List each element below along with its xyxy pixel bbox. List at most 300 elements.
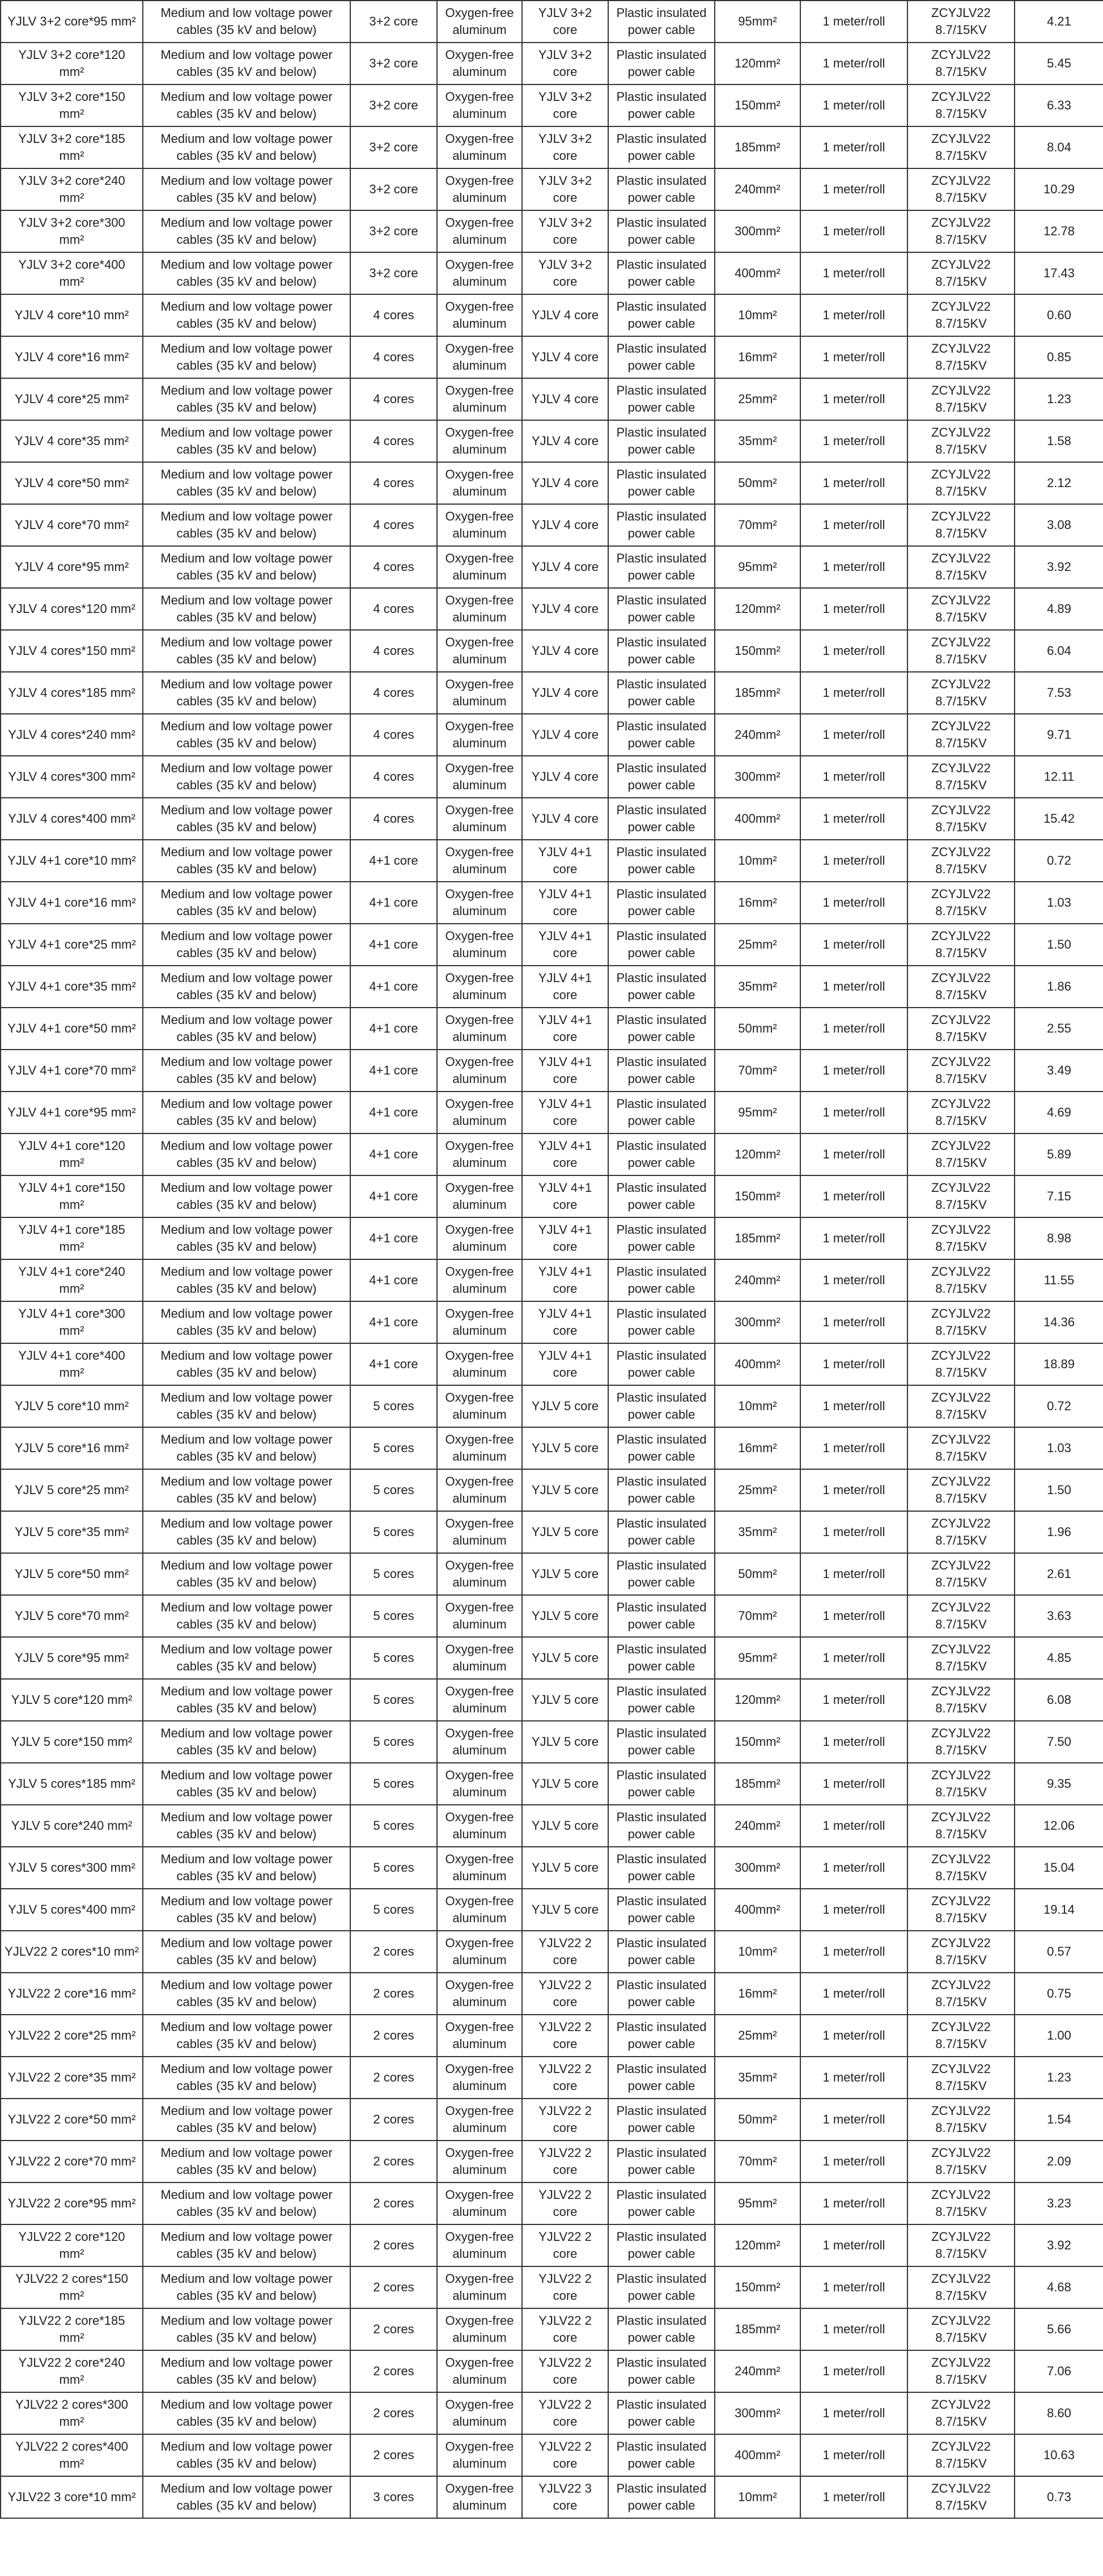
price-cell: 18.89 xyxy=(1015,1343,1103,1385)
cross-section-cell: 50mm² xyxy=(715,2099,800,2141)
table-row xyxy=(1,84,1103,126)
core-count-cell: 4+1 core xyxy=(350,1133,437,1175)
series-cell: YJLV 4+1 core xyxy=(522,966,608,1008)
standard-code-cell: ZCYJLV22 8.7/15KV xyxy=(907,43,1015,84)
standard-code-cell: ZCYJLV22 8.7/15KV xyxy=(907,84,1015,126)
core-count-cell: 4 cores xyxy=(350,462,437,504)
product-type-cell: Plastic insulated power cable xyxy=(608,210,715,252)
price-cell: 4.89 xyxy=(1015,588,1103,630)
series-cell: YJLV 4+1 core xyxy=(522,1092,608,1133)
table-row xyxy=(1,1008,1103,1050)
price-cell: 1.86 xyxy=(1015,966,1103,1008)
standard-code-cell: ZCYJLV22 8.7/15KV xyxy=(907,588,1015,630)
model-cell: YJLV 5 core*25 mm² xyxy=(1,1469,143,1511)
series-cell: YJLV22 2 core xyxy=(522,2224,608,2266)
product-type-cell: Plastic insulated power cable xyxy=(608,714,715,756)
packaging-cell: 1 meter/roll xyxy=(800,714,907,756)
series-cell: YJLV 5 core xyxy=(522,1385,608,1427)
series-cell: YJLV 5 core xyxy=(522,1595,608,1637)
conductor-material-cell: Oxygen-free aluminum xyxy=(437,966,522,1008)
category-cell: Medium and low voltage power cables (35 kV and below) xyxy=(143,2308,350,2350)
conductor-material-cell: Oxygen-free aluminum xyxy=(437,840,522,882)
series-cell: YJLV 4 core xyxy=(522,420,608,462)
price-cell: 3.63 xyxy=(1015,1595,1103,1637)
model-cell: YJLV 3+2 core*400 mm² xyxy=(1,252,143,294)
packaging-cell: 1 meter/roll xyxy=(800,630,907,672)
packaging-cell: 1 meter/roll xyxy=(800,2224,907,2266)
conductor-material-cell: Oxygen-free aluminum xyxy=(437,1259,522,1301)
product-type-cell: Plastic insulated power cable xyxy=(608,882,715,924)
standard-code-cell: ZCYJLV22 8.7/15KV xyxy=(907,1637,1015,1679)
price-cell: 0.72 xyxy=(1015,840,1103,882)
product-type-cell: Plastic insulated power cable xyxy=(608,1259,715,1301)
table-row xyxy=(1,1847,1103,1889)
table-row xyxy=(1,1301,1103,1343)
cross-section-cell: 150mm² xyxy=(715,630,800,672)
table-row xyxy=(1,126,1103,168)
category-cell: Medium and low voltage power cables (35 kV and below) xyxy=(143,168,350,210)
series-cell: YJLV 3+2 core xyxy=(522,210,608,252)
series-cell: YJLV22 3 core xyxy=(522,2476,608,2518)
product-type-cell: Plastic insulated power cable xyxy=(608,630,715,672)
cross-section-cell: 300mm² xyxy=(715,1301,800,1343)
packaging-cell: 1 meter/roll xyxy=(800,1511,907,1553)
category-cell: Medium and low voltage power cables (35 kV and below) xyxy=(143,2015,350,2057)
model-cell: YJLV 5 core*120 mm² xyxy=(1,1679,143,1721)
price-cell: 3.92 xyxy=(1015,2224,1103,2266)
packaging-cell: 1 meter/roll xyxy=(800,2476,907,2518)
product-type-cell: Plastic insulated power cable xyxy=(608,1,715,43)
packaging-cell: 1 meter/roll xyxy=(800,1889,907,1931)
standard-code-cell: ZCYJLV22 8.7/15KV xyxy=(907,462,1015,504)
packaging-cell: 1 meter/roll xyxy=(800,924,907,966)
model-cell: YJLV 5 cores*400 mm² xyxy=(1,1889,143,1931)
series-cell: YJLV 5 core xyxy=(522,1469,608,1511)
table-row xyxy=(1,168,1103,210)
standard-code-cell: ZCYJLV22 8.7/15KV xyxy=(907,1175,1015,1217)
model-cell: YJLV 4+1 core*35 mm² xyxy=(1,966,143,1008)
product-type-cell: Plastic insulated power cable xyxy=(608,1133,715,1175)
table-row xyxy=(1,420,1103,462)
standard-code-cell: ZCYJLV22 8.7/15KV xyxy=(907,1595,1015,1637)
price-cell: 12.11 xyxy=(1015,756,1103,798)
standard-code-cell: ZCYJLV22 8.7/15KV xyxy=(907,2308,1015,2350)
core-count-cell: 2 cores xyxy=(350,2434,437,2476)
product-type-cell: Plastic insulated power cable xyxy=(608,2266,715,2308)
model-cell: YJLV 4+1 core*240 mm² xyxy=(1,1259,143,1301)
cross-section-cell: 300mm² xyxy=(715,2392,800,2434)
series-cell: YJLV 3+2 core xyxy=(522,43,608,84)
series-cell: YJLV 5 core xyxy=(522,1805,608,1847)
model-cell: YJLV 3+2 core*120 mm² xyxy=(1,43,143,84)
cross-section-cell: 120mm² xyxy=(715,2224,800,2266)
cross-section-cell: 185mm² xyxy=(715,1763,800,1805)
price-cell: 6.08 xyxy=(1015,1679,1103,1721)
table-row xyxy=(1,1385,1103,1427)
category-cell: Medium and low voltage power cables (35 kV and below) xyxy=(143,798,350,840)
packaging-cell: 1 meter/roll xyxy=(800,462,907,504)
core-count-cell: 3 cores xyxy=(350,2476,437,2518)
packaging-cell: 1 meter/roll xyxy=(800,1133,907,1175)
conductor-material-cell: Oxygen-free aluminum xyxy=(437,2434,522,2476)
cross-section-cell: 400mm² xyxy=(715,1343,800,1385)
standard-code-cell: ZCYJLV22 8.7/15KV xyxy=(907,546,1015,588)
conductor-material-cell: Oxygen-free aluminum xyxy=(437,2266,522,2308)
product-type-cell: Plastic insulated power cable xyxy=(608,168,715,210)
category-cell: Medium and low voltage power cables (35 kV and below) xyxy=(143,2476,350,2518)
price-cell: 1.03 xyxy=(1015,882,1103,924)
category-cell: Medium and low voltage power cables (35 kV and below) xyxy=(143,1553,350,1595)
cross-section-cell: 400mm² xyxy=(715,252,800,294)
cross-section-cell: 95mm² xyxy=(715,1,800,43)
conductor-material-cell: Oxygen-free aluminum xyxy=(437,1973,522,2015)
category-cell: Medium and low voltage power cables (35 kV and below) xyxy=(143,1175,350,1217)
model-cell: YJLV 4+1 core*16 mm² xyxy=(1,882,143,924)
cross-section-cell: 10mm² xyxy=(715,1385,800,1427)
packaging-cell: 1 meter/roll xyxy=(800,2099,907,2141)
core-count-cell: 5 cores xyxy=(350,1595,437,1637)
standard-code-cell: ZCYJLV22 8.7/15KV xyxy=(907,2099,1015,2141)
cross-section-cell: 240mm² xyxy=(715,1259,800,1301)
conductor-material-cell: Oxygen-free aluminum xyxy=(437,504,522,546)
model-cell: YJLV 4 cores*240 mm² xyxy=(1,714,143,756)
product-type-cell: Plastic insulated power cable xyxy=(608,462,715,504)
packaging-cell: 1 meter/roll xyxy=(800,2266,907,2308)
cross-section-cell: 70mm² xyxy=(715,504,800,546)
core-count-cell: 5 cores xyxy=(350,1847,437,1889)
model-cell: YJLV 3+2 core*240 mm² xyxy=(1,168,143,210)
cross-section-cell: 240mm² xyxy=(715,1805,800,1847)
conductor-material-cell: Oxygen-free aluminum xyxy=(437,2057,522,2099)
price-cell: 0.73 xyxy=(1015,2476,1103,2518)
model-cell: YJLV 5 core*16 mm² xyxy=(1,1427,143,1469)
category-cell: Medium and low voltage power cables (35 kV and below) xyxy=(143,630,350,672)
standard-code-cell: ZCYJLV22 8.7/15KV xyxy=(907,756,1015,798)
core-count-cell: 4+1 core xyxy=(350,840,437,882)
cross-section-cell: 35mm² xyxy=(715,420,800,462)
category-cell: Medium and low voltage power cables (35 kV and below) xyxy=(143,1763,350,1805)
table-row xyxy=(1,798,1103,840)
table-row xyxy=(1,2182,1103,2224)
price-cell: 9.35 xyxy=(1015,1763,1103,1805)
product-type-cell: Plastic insulated power cable xyxy=(608,1805,715,1847)
series-cell: YJLV 3+2 core xyxy=(522,168,608,210)
cross-section-cell: 25mm² xyxy=(715,378,800,420)
table-row xyxy=(1,210,1103,252)
category-cell: Medium and low voltage power cables (35 kV and below) xyxy=(143,1133,350,1175)
category-cell: Medium and low voltage power cables (35 kV and below) xyxy=(143,420,350,462)
table-row xyxy=(1,714,1103,756)
cross-section-cell: 70mm² xyxy=(715,2141,800,2182)
core-count-cell: 4+1 core xyxy=(350,1259,437,1301)
conductor-material-cell: Oxygen-free aluminum xyxy=(437,1805,522,1847)
cross-section-cell: 25mm² xyxy=(715,1469,800,1511)
model-cell: YJLV 3+2 core*95 mm² xyxy=(1,1,143,43)
model-cell: YJLV 4+1 core*10 mm² xyxy=(1,840,143,882)
category-cell: Medium and low voltage power cables (35 kV and below) xyxy=(143,840,350,882)
standard-code-cell: ZCYJLV22 8.7/15KV xyxy=(907,1385,1015,1427)
packaging-cell: 1 meter/roll xyxy=(800,1217,907,1259)
core-count-cell: 5 cores xyxy=(350,1637,437,1679)
category-cell: Medium and low voltage power cables (35 kV and below) xyxy=(143,2182,350,2224)
product-type-cell: Plastic insulated power cable xyxy=(608,1679,715,1721)
packaging-cell: 1 meter/roll xyxy=(800,1805,907,1847)
product-type-cell: Plastic insulated power cable xyxy=(608,2141,715,2182)
model-cell: YJLV 4 cores*185 mm² xyxy=(1,672,143,714)
table-row xyxy=(1,1133,1103,1175)
table-row xyxy=(1,1679,1103,1721)
conductor-material-cell: Oxygen-free aluminum xyxy=(437,2350,522,2392)
cross-section-cell: 120mm² xyxy=(715,1679,800,1721)
core-count-cell: 4+1 core xyxy=(350,1050,437,1092)
product-type-cell: Plastic insulated power cable xyxy=(608,840,715,882)
model-cell: YJLV22 2 cores*150 mm² xyxy=(1,2266,143,2308)
price-cell: 0.85 xyxy=(1015,336,1103,378)
core-count-cell: 3+2 core xyxy=(350,1,437,43)
product-type-cell: Plastic insulated power cable xyxy=(608,252,715,294)
table-row xyxy=(1,1763,1103,1805)
packaging-cell: 1 meter/roll xyxy=(800,1847,907,1889)
table-row xyxy=(1,1469,1103,1511)
category-cell: Medium and low voltage power cables (35 kV and below) xyxy=(143,1050,350,1092)
product-type-cell: Plastic insulated power cable xyxy=(608,1427,715,1469)
series-cell: YJLV22 2 core xyxy=(522,2392,608,2434)
standard-code-cell: ZCYJLV22 8.7/15KV xyxy=(907,210,1015,252)
series-cell: YJLV 4+1 core xyxy=(522,1175,608,1217)
standard-code-cell: ZCYJLV22 8.7/15KV xyxy=(907,714,1015,756)
price-cell: 7.06 xyxy=(1015,2350,1103,2392)
price-cell: 0.60 xyxy=(1015,294,1103,336)
conductor-material-cell: Oxygen-free aluminum xyxy=(437,252,522,294)
conductor-material-cell: Oxygen-free aluminum xyxy=(437,210,522,252)
core-count-cell: 2 cores xyxy=(350,2182,437,2224)
core-count-cell: 4 cores xyxy=(350,630,437,672)
series-cell: YJLV 4+1 core xyxy=(522,1133,608,1175)
model-cell: YJLV 4 core*16 mm² xyxy=(1,336,143,378)
table-row xyxy=(1,1092,1103,1133)
table-row xyxy=(1,840,1103,882)
category-cell: Medium and low voltage power cables (35 kV and below) xyxy=(143,1301,350,1343)
packaging-cell: 1 meter/roll xyxy=(800,1008,907,1050)
price-cell: 2.09 xyxy=(1015,2141,1103,2182)
packaging-cell: 1 meter/roll xyxy=(800,1050,907,1092)
cross-section-cell: 95mm² xyxy=(715,546,800,588)
standard-code-cell: ZCYJLV22 8.7/15KV xyxy=(907,1973,1015,2015)
category-cell: Medium and low voltage power cables (35 kV and below) xyxy=(143,672,350,714)
price-cell: 17.43 xyxy=(1015,252,1103,294)
model-cell: YJLV 4 core*50 mm² xyxy=(1,462,143,504)
cross-section-cell: 16mm² xyxy=(715,882,800,924)
product-type-cell: Plastic insulated power cable xyxy=(608,2099,715,2141)
model-cell: YJLV 3+2 core*150 mm² xyxy=(1,84,143,126)
standard-code-cell: ZCYJLV22 8.7/15KV xyxy=(907,378,1015,420)
packaging-cell: 1 meter/roll xyxy=(800,210,907,252)
cross-section-cell: 25mm² xyxy=(715,924,800,966)
model-cell: YJLV 5 core*95 mm² xyxy=(1,1637,143,1679)
packaging-cell: 1 meter/roll xyxy=(800,1931,907,1973)
price-cell: 0.75 xyxy=(1015,1973,1103,2015)
cross-section-cell: 240mm² xyxy=(715,168,800,210)
standard-code-cell: ZCYJLV22 8.7/15KV xyxy=(907,504,1015,546)
core-count-cell: 3+2 core xyxy=(350,168,437,210)
model-cell: YJLV 4+1 core*300 mm² xyxy=(1,1301,143,1343)
product-type-cell: Plastic insulated power cable xyxy=(608,2308,715,2350)
core-count-cell: 5 cores xyxy=(350,1553,437,1595)
packaging-cell: 1 meter/roll xyxy=(800,1343,907,1385)
conductor-material-cell: Oxygen-free aluminum xyxy=(437,1427,522,1469)
product-type-cell: Plastic insulated power cable xyxy=(608,1050,715,1092)
model-cell: YJLV 5 core*35 mm² xyxy=(1,1511,143,1553)
product-type-cell: Plastic insulated power cable xyxy=(608,2182,715,2224)
model-cell: YJLV 4 core*70 mm² xyxy=(1,504,143,546)
core-count-cell: 4+1 core xyxy=(350,1092,437,1133)
series-cell: YJLV 5 core xyxy=(522,1427,608,1469)
packaging-cell: 1 meter/roll xyxy=(800,546,907,588)
packaging-cell: 1 meter/roll xyxy=(800,2434,907,2476)
product-type-cell: Plastic insulated power cable xyxy=(608,126,715,168)
category-cell: Medium and low voltage power cables (35 kV and below) xyxy=(143,1847,350,1889)
table-row xyxy=(1,1553,1103,1595)
price-cell: 10.29 xyxy=(1015,168,1103,210)
packaging-cell: 1 meter/roll xyxy=(800,1973,907,2015)
series-cell: YJLV 4 core xyxy=(522,756,608,798)
product-type-cell: Plastic insulated power cable xyxy=(608,1008,715,1050)
conductor-material-cell: Oxygen-free aluminum xyxy=(437,1301,522,1343)
core-count-cell: 5 cores xyxy=(350,1511,437,1553)
product-type-cell: Plastic insulated power cable xyxy=(608,2350,715,2392)
model-cell: YJLV 5 core*70 mm² xyxy=(1,1595,143,1637)
conductor-material-cell: Oxygen-free aluminum xyxy=(437,1763,522,1805)
cross-section-cell: 10mm² xyxy=(715,2476,800,2518)
category-cell: Medium and low voltage power cables (35 kV and below) xyxy=(143,588,350,630)
category-cell: Medium and low voltage power cables (35 kV and below) xyxy=(143,1889,350,1931)
price-cell: 1.23 xyxy=(1015,378,1103,420)
core-count-cell: 2 cores xyxy=(350,2141,437,2182)
conductor-material-cell: Oxygen-free aluminum xyxy=(437,1637,522,1679)
core-count-cell: 2 cores xyxy=(350,2099,437,2141)
cross-section-cell: 95mm² xyxy=(715,1637,800,1679)
model-cell: YJLV 5 core*10 mm² xyxy=(1,1385,143,1427)
model-cell: YJLV 4+1 core*95 mm² xyxy=(1,1092,143,1133)
conductor-material-cell: Oxygen-free aluminum xyxy=(437,1469,522,1511)
series-cell: YJLV22 2 core xyxy=(522,2308,608,2350)
model-cell: YJLV 4 cores*120 mm² xyxy=(1,588,143,630)
packaging-cell: 1 meter/roll xyxy=(800,1679,907,1721)
product-type-cell: Plastic insulated power cable xyxy=(608,2015,715,2057)
core-count-cell: 3+2 core xyxy=(350,210,437,252)
standard-code-cell: ZCYJLV22 8.7/15KV xyxy=(907,1217,1015,1259)
product-type-cell: Plastic insulated power cable xyxy=(608,1931,715,1973)
table-row xyxy=(1,1259,1103,1301)
standard-code-cell: ZCYJLV22 8.7/15KV xyxy=(907,1259,1015,1301)
series-cell: YJLV 4 core xyxy=(522,378,608,420)
category-cell: Medium and low voltage power cables (35 kV and below) xyxy=(143,378,350,420)
standard-code-cell: ZCYJLV22 8.7/15KV xyxy=(907,1050,1015,1092)
product-type-cell: Plastic insulated power cable xyxy=(608,420,715,462)
core-count-cell: 4 cores xyxy=(350,714,437,756)
table-row xyxy=(1,1973,1103,2015)
price-cell: 0.57 xyxy=(1015,1931,1103,1973)
packaging-cell: 1 meter/roll xyxy=(800,252,907,294)
packaging-cell: 1 meter/roll xyxy=(800,2141,907,2182)
standard-code-cell: ZCYJLV22 8.7/15KV xyxy=(907,1427,1015,1469)
core-count-cell: 4 cores xyxy=(350,756,437,798)
price-cell: 6.04 xyxy=(1015,630,1103,672)
category-cell: Medium and low voltage power cables (35 kV and below) xyxy=(143,2434,350,2476)
packaging-cell: 1 meter/roll xyxy=(800,966,907,1008)
conductor-material-cell: Oxygen-free aluminum xyxy=(437,2224,522,2266)
core-count-cell: 5 cores xyxy=(350,1679,437,1721)
model-cell: YJLV 4+1 core*185 mm² xyxy=(1,1217,143,1259)
cross-section-cell: 150mm² xyxy=(715,1721,800,1763)
packaging-cell: 1 meter/roll xyxy=(800,2015,907,2057)
price-cell: 10.63 xyxy=(1015,2434,1103,2476)
packaging-cell: 1 meter/roll xyxy=(800,1175,907,1217)
core-count-cell: 4 cores xyxy=(350,588,437,630)
category-cell: Medium and low voltage power cables (35 kV and below) xyxy=(143,1637,350,1679)
core-count-cell: 5 cores xyxy=(350,1469,437,1511)
core-count-cell: 2 cores xyxy=(350,2392,437,2434)
core-count-cell: 4+1 core xyxy=(350,924,437,966)
conductor-material-cell: Oxygen-free aluminum xyxy=(437,882,522,924)
core-count-cell: 2 cores xyxy=(350,2015,437,2057)
price-cell: 1.54 xyxy=(1015,2099,1103,2141)
cross-section-cell: 240mm² xyxy=(715,2350,800,2392)
product-type-cell: Plastic insulated power cable xyxy=(608,1553,715,1595)
table-row xyxy=(1,2308,1103,2350)
category-cell: Medium and low voltage power cables (35 kV and below) xyxy=(143,1092,350,1133)
standard-code-cell: ZCYJLV22 8.7/15KV xyxy=(907,1805,1015,1847)
packaging-cell: 1 meter/roll xyxy=(800,1595,907,1637)
model-cell: YJLV 5 core*150 mm² xyxy=(1,1721,143,1763)
category-cell: Medium and low voltage power cables (35 kV and below) xyxy=(143,714,350,756)
series-cell: YJLV22 2 core xyxy=(522,2057,608,2099)
packaging-cell: 1 meter/roll xyxy=(800,840,907,882)
standard-code-cell: ZCYJLV22 8.7/15KV xyxy=(907,2015,1015,2057)
category-cell: Medium and low voltage power cables (35 kV and below) xyxy=(143,84,350,126)
series-cell: YJLV22 2 core xyxy=(522,2350,608,2392)
conductor-material-cell: Oxygen-free aluminum xyxy=(437,714,522,756)
packaging-cell: 1 meter/roll xyxy=(800,672,907,714)
series-cell: YJLV22 2 core xyxy=(522,2266,608,2308)
category-cell: Medium and low voltage power cables (35 kV and below) xyxy=(143,1931,350,1973)
table-row xyxy=(1,462,1103,504)
cross-section-cell: 16mm² xyxy=(715,336,800,378)
product-type-cell: Plastic insulated power cable xyxy=(608,504,715,546)
standard-code-cell: ZCYJLV22 8.7/15KV xyxy=(907,1133,1015,1175)
packaging-cell: 1 meter/roll xyxy=(800,2182,907,2224)
table-row xyxy=(1,2015,1103,2057)
standard-code-cell: ZCYJLV22 8.7/15KV xyxy=(907,2476,1015,2518)
conductor-material-cell: Oxygen-free aluminum xyxy=(437,420,522,462)
series-cell: YJLV 4+1 core xyxy=(522,1259,608,1301)
standard-code-cell: ZCYJLV22 8.7/15KV xyxy=(907,882,1015,924)
table-row xyxy=(1,966,1103,1008)
packaging-cell: 1 meter/roll xyxy=(800,588,907,630)
price-cell: 11.55 xyxy=(1015,1259,1103,1301)
product-type-cell: Plastic insulated power cable xyxy=(608,672,715,714)
model-cell: YJLV 5 core*240 mm² xyxy=(1,1805,143,1847)
standard-code-cell: ZCYJLV22 8.7/15KV xyxy=(907,840,1015,882)
product-type-cell: Plastic insulated power cable xyxy=(608,1301,715,1343)
packaging-cell: 1 meter/roll xyxy=(800,43,907,84)
series-cell: YJLV22 2 core xyxy=(522,2434,608,2476)
category-cell: Medium and low voltage power cables (35 kV and below) xyxy=(143,1595,350,1637)
category-cell: Medium and low voltage power cables (35 kV and below) xyxy=(143,1217,350,1259)
price-cell: 7.50 xyxy=(1015,1721,1103,1763)
series-cell: YJLV 5 core xyxy=(522,1721,608,1763)
conductor-material-cell: Oxygen-free aluminum xyxy=(437,336,522,378)
